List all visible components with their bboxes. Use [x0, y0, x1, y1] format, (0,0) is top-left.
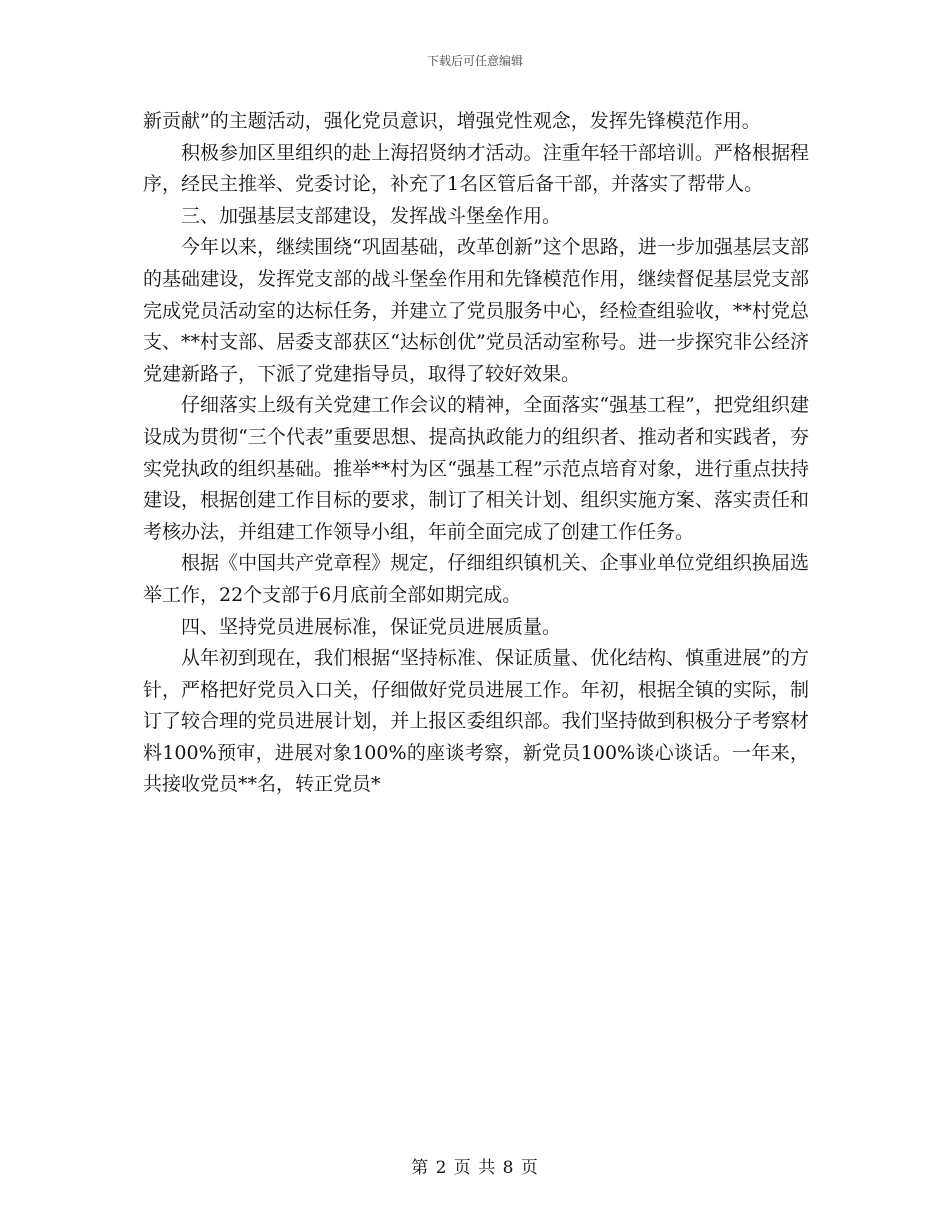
paragraph: 积极参加区里组织的赴上海招贤纳才活动。注重年轻干部培训。严格根据程序，经民主推举、党委讨论，补充了1名区管后备干部，并落实了帮带人。 — [143, 141, 809, 196]
document-body — [143, 106, 809, 801]
paragraph: 今年以来，继续围绕“巩固基础，改革创新”这个思路，进一步加强基层支部的基础建设，发挥党支部的战斗堡垒作用和先锋模范作用，继续督促基层党支部完成党员活动室的达标任务，并建立了党员服务中心，经检查组验收，**村党总支、**村支部、居委支部获区“达标创优”党员活动室称号。进一步探究非公经济党建新路子，下派了党建指导员，取得了较好效果。 — [143, 236, 809, 385]
paragraph: 仔细落实上级有关党建工作会议的精神，全面落实“强基工程”，把党组织建设成为贯彻“三个代表”重要思想、提高执政能力的组织者、推动者和实践者，夯实党执政的组织基础。推举**村为区“强基工程”示范点培育对象，进行重点扶持建设，根据创建工作目标的要求，制订了相关计划、组织实施方案、落实责任和考核办法，并组建工作领导小组，年前全面完成了创建工作任务。 — [143, 394, 809, 543]
page-number-footer: 第 2 页 共 8 页 — [411, 1158, 539, 1178]
paragraph: 根据《中国共产党章程》规定，仔细组织镇机关、企事业单位党组织换届选举工作，22个支部于6月底前全部如期完成。 — [143, 552, 809, 606]
section-heading: 四、坚持党员进展标准，保证党员进展质量。 — [181, 615, 562, 638]
section-heading: 三、加强基层支部建设，发挥战斗堡垒作用。 — [181, 204, 562, 227]
paragraph: 从年初到现在，我们根据“坚持标准、保证质量、优化结构、慎重进展”的方针，严格把好党员入口关，仔细做好党员进展工作。年初，根据全镇的实际，制订了较合理的党员进展计划，并上报区委组织部。我们坚持做到积极分子考察材料100%预审，进展对象100%的座谈考察，新党员100%谈心谈话。一年来，共接收党员**名，转正党员* — [143, 647, 809, 796]
page-header-note: 下载后可任意编辑 — [426, 54, 523, 68]
paragraph: 新贡献”的主题活动，强化党员意识，增强党性观念，发挥先锋模范作用。 — [143, 110, 761, 132]
